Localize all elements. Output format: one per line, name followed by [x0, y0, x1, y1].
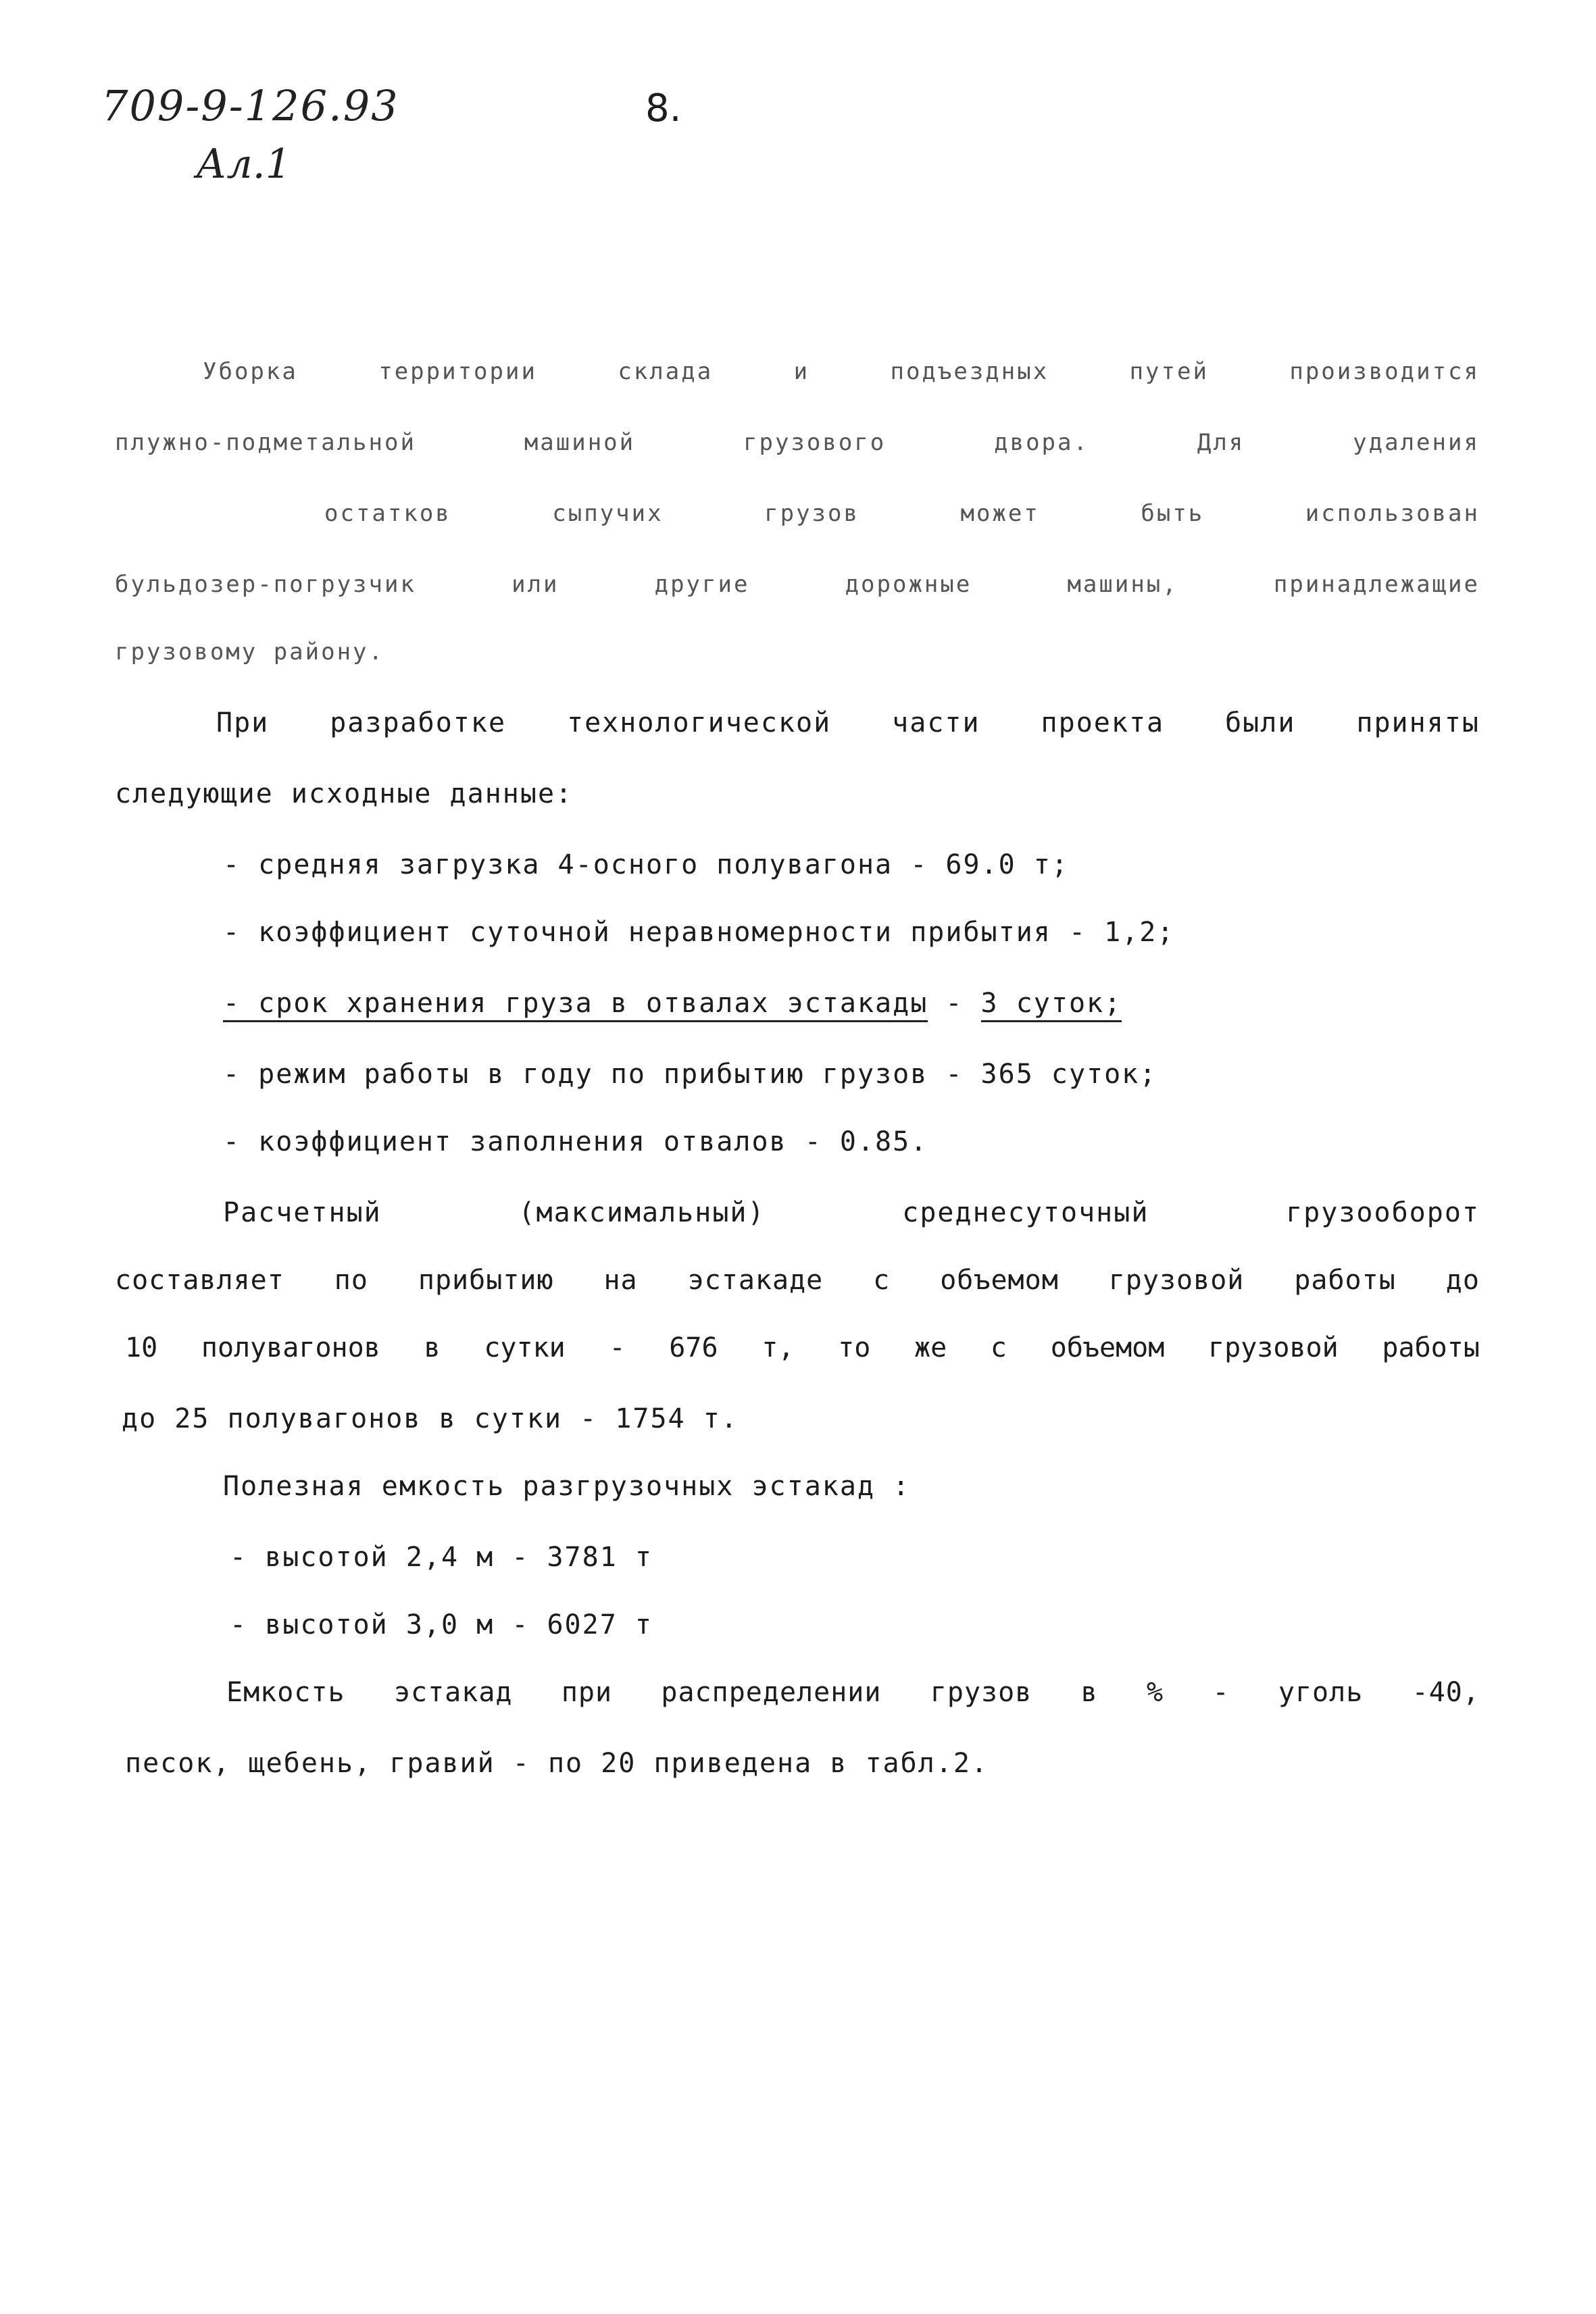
- source-data-item: - коэффициент заполнения отвалов - 0.85.: [223, 1126, 928, 1157]
- word: другие: [654, 571, 750, 598]
- word: разработке: [330, 707, 507, 738]
- capacity-title: Полезная емкость разгрузочных эстакад :: [223, 1471, 911, 1502]
- paragraph1-line1: [115, 351, 1480, 392]
- capacity-item: - высотой 3,0 м - 6027 т: [230, 1609, 653, 1640]
- word: быть: [1141, 500, 1205, 527]
- word: с: [990, 1332, 1007, 1363]
- word: Для: [1197, 429, 1245, 456]
- word: -: [609, 1332, 626, 1363]
- word: принадлежащие: [1273, 571, 1480, 598]
- word: путей: [1129, 358, 1209, 385]
- paragraph3-line2: [115, 1260, 1480, 1301]
- word: грузовой: [1208, 1332, 1339, 1363]
- word: уголь: [1278, 1677, 1364, 1708]
- source-data-item: - режим работы в году по прибытию грузов - 365 суток;: [223, 1059, 1157, 1090]
- paragraph3-line4: до 25 полувагонов в сутки - 1754 т.: [122, 1403, 739, 1434]
- word: остатков: [324, 500, 451, 527]
- word: эстакад: [393, 1677, 513, 1708]
- word: Емкость: [226, 1677, 345, 1708]
- word: на: [603, 1265, 638, 1296]
- word: же: [914, 1332, 947, 1363]
- word: склада: [618, 358, 714, 385]
- word: двора.: [994, 429, 1089, 456]
- capacity-item: - высотой 2,4 м - 3781 т: [230, 1542, 653, 1573]
- word: и: [793, 358, 810, 385]
- word: удаления: [1353, 429, 1480, 456]
- word: Расчетный: [223, 1197, 382, 1228]
- word: подъездных: [890, 358, 1049, 385]
- word: территории: [378, 358, 537, 385]
- word: прибытию: [418, 1265, 554, 1296]
- word: полувагонов: [201, 1332, 380, 1363]
- word: в: [424, 1332, 441, 1363]
- paragraph3-line1: [223, 1192, 1480, 1233]
- word: (максимальный): [518, 1197, 766, 1228]
- paragraph3-line3: [125, 1328, 1480, 1368]
- word: сыпучих: [552, 500, 664, 527]
- paragraph4-line2: песок, щебень, гравий - по 20 приведена в табл.2.: [125, 1748, 989, 1779]
- underlined-text: 3 суток;: [981, 988, 1122, 1022]
- word: грузовой: [1108, 1265, 1245, 1296]
- source-data-item: - средняя загрузка 4-осного полувагона - 69.0 т;: [223, 849, 1069, 880]
- word: -40,: [1412, 1677, 1480, 1708]
- word: в: [1080, 1677, 1098, 1708]
- word: работы: [1382, 1332, 1480, 1363]
- word: при: [561, 1677, 613, 1708]
- word: технологической: [566, 707, 832, 738]
- word: грузового: [743, 429, 887, 456]
- word: дорожные: [845, 571, 972, 598]
- source-data-item-underlined: [223, 983, 1122, 1024]
- word: работы: [1294, 1265, 1396, 1296]
- word: или: [512, 571, 559, 598]
- word: 676: [669, 1332, 718, 1363]
- paragraph1-line2: [115, 422, 1480, 463]
- word: плужно-подметальной: [115, 429, 416, 456]
- word: по: [334, 1265, 368, 1296]
- source-data-item: - коэффициент суточной неравномерности прибытия - 1,2;: [223, 917, 1175, 948]
- paragraph4-line1: [226, 1672, 1480, 1713]
- underlined-text: - срок хранения груза в отвалах эстакады: [223, 988, 928, 1022]
- word: %: [1147, 1677, 1164, 1708]
- word: грузооборот: [1286, 1197, 1480, 1228]
- word: При: [216, 707, 270, 738]
- word: были: [1225, 707, 1296, 738]
- word: сутки: [484, 1332, 566, 1363]
- word: грузов: [930, 1677, 1032, 1708]
- word: составляет: [115, 1265, 284, 1296]
- word: бульдозер-погрузчик: [115, 571, 416, 598]
- word: приняты: [1356, 707, 1480, 738]
- word: использован: [1305, 500, 1480, 527]
- word: Уборка: [203, 358, 298, 385]
- word: объемом: [1050, 1332, 1165, 1363]
- paragraph1-line5: грузовому району.: [115, 638, 384, 665]
- paragraph2-line2: следующие исходные данные:: [115, 778, 574, 809]
- text: -: [928, 988, 981, 1019]
- word: машины,: [1067, 571, 1178, 598]
- word: объемом: [940, 1265, 1059, 1296]
- word: 10: [125, 1332, 158, 1363]
- word: то: [838, 1332, 871, 1363]
- page-number: 8.: [645, 86, 682, 130]
- paragraph1-line4: [115, 564, 1480, 605]
- paragraph1-line3: [324, 493, 1480, 534]
- paragraph2-line1: [216, 703, 1480, 743]
- word: эстакаде: [687, 1265, 824, 1296]
- word: т,: [762, 1332, 795, 1363]
- word: машиной: [524, 429, 636, 456]
- word: с: [873, 1265, 891, 1296]
- word: среднесуточный: [902, 1197, 1149, 1228]
- word: распределении: [661, 1677, 882, 1708]
- sheet-label: Ал.1: [196, 141, 291, 188]
- doc-code: 709-9-126.93: [101, 81, 399, 130]
- word: может: [960, 500, 1040, 527]
- word: части: [892, 707, 980, 738]
- word: проекта: [1041, 707, 1165, 738]
- word: производится: [1289, 358, 1480, 385]
- word: до: [1445, 1265, 1480, 1296]
- word: грузов: [764, 500, 859, 527]
- word: -: [1212, 1677, 1230, 1708]
